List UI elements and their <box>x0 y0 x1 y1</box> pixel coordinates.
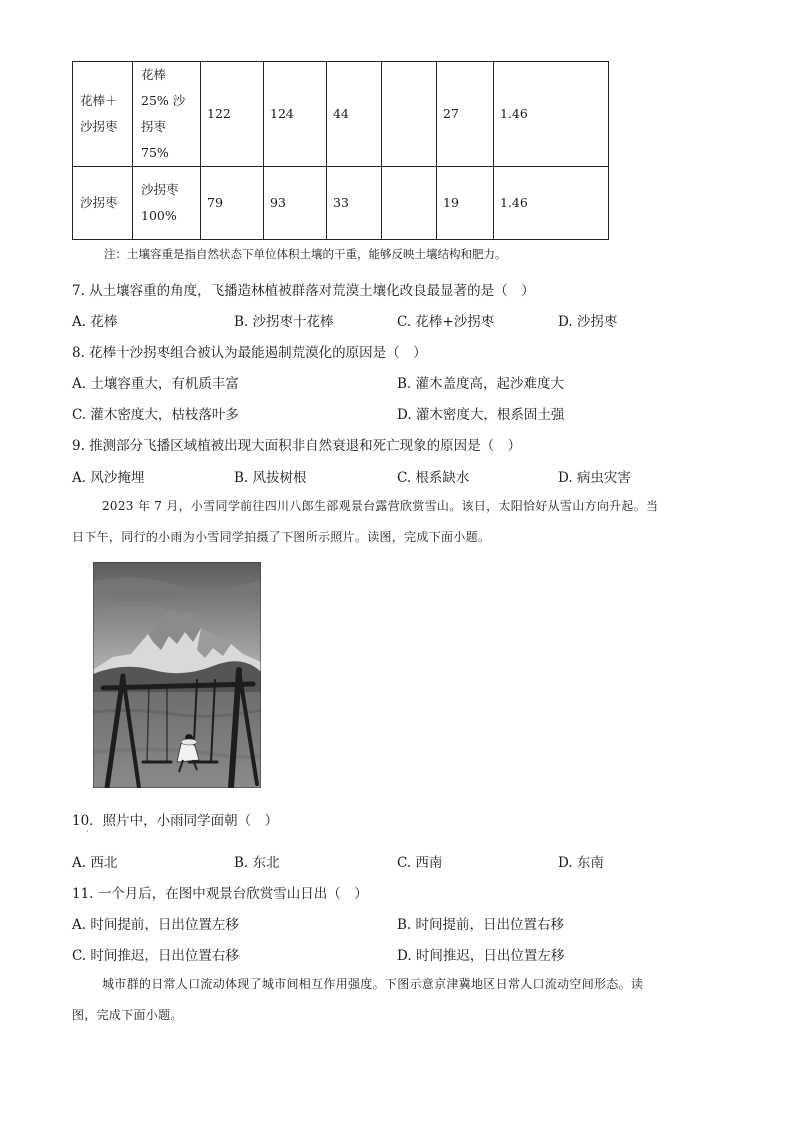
table-cell: 93 <box>264 167 327 240</box>
table-cell: 19 <box>437 167 494 240</box>
table-row <box>73 167 609 240</box>
question-10-option-a: A. 西北 <box>72 855 118 871</box>
question-11-option-d: D. 时间推迟，日出位置左移 <box>397 948 565 964</box>
table-cell: 1.46 <box>494 167 609 240</box>
question-10-stem: 10．照片中，小雨同学面朝（ ） <box>72 813 279 829</box>
table-note: 注：土壤容重是指自然状态下单位体积土壤的干重，能够反映土壤结构和肥力。 <box>104 247 507 261</box>
question-11-stem: 11. 一个月后，在图中观景台欣赏雪山日出（ ） <box>72 886 368 902</box>
question-7-option-c: C. 花棒+沙拐枣 <box>397 314 495 330</box>
question-7-stem: 7. 从土壤容重的角度，飞播造林植被群落对荒漠土壤化改良最显著的是（ ） <box>72 283 535 299</box>
table-cell: 1.46 <box>494 62 609 167</box>
speck-dot: · <box>86 827 89 836</box>
table-cell: 花棒25% 沙拐枣 75% <box>133 62 201 167</box>
question-9-option-a: A. 风沙掩埋 <box>72 470 145 486</box>
data-table <box>72 61 609 240</box>
question-7-option-a: A. 花棒 <box>72 314 118 330</box>
mountain-swing-photo <box>93 562 261 788</box>
table-cell: 79 <box>201 167 264 240</box>
question-9-option-b: B. 风拔树根 <box>234 470 307 486</box>
question-8-option-a: A. 土壤容重大，有机质丰富 <box>72 376 239 392</box>
table-cell: 33 <box>327 167 382 240</box>
question-10-option-c: C. 西南 <box>397 855 443 871</box>
table-cell: 44 <box>327 62 382 167</box>
question-10-option-d: D. 东南 <box>558 855 604 871</box>
question-11-option-b: B. 时间提前，日出位置右移 <box>397 917 565 933</box>
table-row <box>73 62 609 167</box>
question-8-option-c: C. 灌木密度大，枯枝落叶多 <box>72 407 239 423</box>
question-8-option-b: B. 灌木盖度高，起沙难度大 <box>397 376 565 392</box>
table-cell: 沙拐枣 100% <box>133 167 201 240</box>
table-cell <box>382 62 437 167</box>
table-cell: 花棒＋沙拐枣 <box>73 62 133 167</box>
question-10-option-b: B. 东北 <box>234 855 280 871</box>
table-cell: 沙拐枣 <box>73 167 133 240</box>
question-11-option-c: C. 时间推迟，日出位置右移 <box>72 948 239 964</box>
question-9-stem: 9. 推测部分飞播区域植被出现大面积非自然衰退和死亡现象的原因是（ ） <box>72 438 522 454</box>
table-cell: 124 <box>264 62 327 167</box>
table-cell: 122 <box>201 62 264 167</box>
table-cell <box>382 167 437 240</box>
question-7-option-d: D. 沙拐枣 <box>558 314 618 330</box>
question-7-option-b: B. 沙拐枣十花棒 <box>234 314 334 330</box>
passage-2-line-2: 图，完成下面小题。 <box>72 1008 183 1022</box>
passage-1-line-1: 2023 年 7 月，小雪同学前往四川八郎生部观景台露营欣赏雪山。该日，太阳恰好从雪山方向升起。当 <box>102 499 659 513</box>
passage-1-line-2: 日下午，同行的小雨为小雪同学拍摄了下图所示照片。读图，完成下面小题。 <box>72 530 491 544</box>
question-9-option-d: D. 病虫灾害 <box>558 470 631 486</box>
question-8-option-d: D. 灌木密度大，根系固土强 <box>397 407 565 423</box>
question-11-option-a: A. 时间提前，日出位置左移 <box>72 917 239 933</box>
passage-2-line-1: 城市群的日常人口流动体现了城市间相互作用强度。下图示意京津冀地区日常人口流动空间形态。读 <box>102 977 644 991</box>
table-cell: 27 <box>437 62 494 167</box>
question-9-option-c: C. 根系缺水 <box>397 470 470 486</box>
question-8-stem: 8. 花棒十沙拐枣组合被认为最能遏制荒漠化的原因是（ ） <box>72 345 427 361</box>
